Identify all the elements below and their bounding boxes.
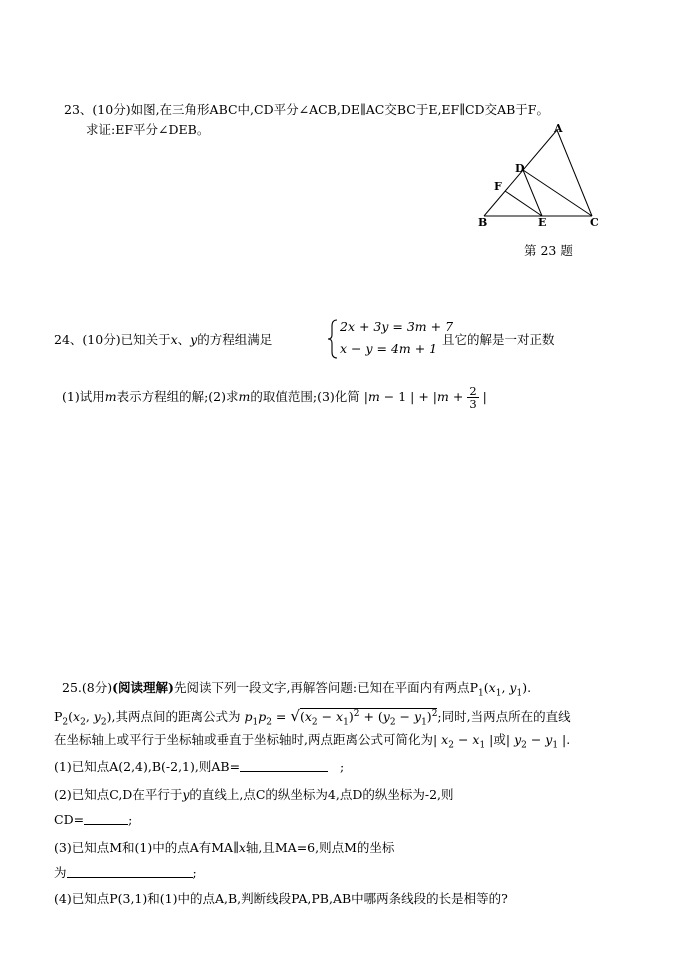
q25-line1a: 25.(8分): [62, 680, 113, 695]
frac-denominator: 3: [469, 397, 477, 411]
q24-sub1c: 的取值范围;(3)化简 |: [250, 389, 368, 404]
label-d: D: [515, 162, 525, 175]
q24-suffix: 且它的解是一对正数: [442, 332, 555, 347]
q25-part1: [54, 758, 344, 776]
q24-sub1a: (1)试用: [62, 389, 105, 404]
system-brace: [327, 318, 339, 360]
q25-p1: (1)已知点A(2,4),B(-2,1),则AB=: [54, 759, 241, 774]
q24-mid: 的方程组满足: [197, 332, 273, 347]
q25-part2-cont: [54, 811, 132, 829]
q24-var-x: x: [170, 332, 178, 347]
label-f: F: [494, 180, 502, 193]
q24-subquestions: [62, 385, 487, 410]
q25-part3-cont: [54, 864, 197, 882]
q23-line2: 求证:EF平分∠DEB。: [86, 122, 210, 137]
q25-p2c: CD=: [54, 812, 85, 827]
side-ac: [557, 130, 592, 216]
figure-caption: 第 23 题: [524, 243, 573, 258]
q25-p3b: 轴,且MA=6,则点M的坐标: [245, 840, 395, 855]
q24-m2: m: [238, 389, 251, 404]
q25-p3x: x: [238, 840, 246, 855]
fraction-two-thirds: [467, 385, 478, 410]
q25-line1b: 先阅读下列一段文字,再解答问题:已知在平面内有两点P: [173, 680, 479, 695]
q25-line2c: ;同时,当两点所在的直线: [437, 709, 571, 725]
q25-p2y: y: [182, 787, 190, 802]
q25-p3end: ;: [192, 865, 197, 880]
q25-part4: (4)已知点P(3,1)和(1)中的点A,B,判断线段PA,PB,AB中哪两条线段的长是相等的?: [54, 891, 508, 906]
q24-abs1: − 1 | + |: [379, 389, 438, 404]
q25-line3-text: 在坐标轴上或平行于坐标轴或垂直于坐标轴时,两点距离公式可简化为: [54, 732, 433, 747]
simplified-formula: | $x_2 - x_1$ |或| $y_2 - y_1$ |.: [432, 732, 571, 751]
q24-close: |: [478, 389, 487, 404]
label-e: E: [538, 216, 547, 229]
equation-1: 2x + 3y = 3m + 7: [340, 319, 454, 334]
q25-line1: 25.(8分)(阅读理解)先阅读下列一段文字,再解答问题:已知在平面内有两点$P_1(x_1$, $y_1$).: [62, 680, 532, 699]
frac-numerator: 2: [469, 384, 477, 398]
answer-blank-m[interactable]: [67, 865, 193, 878]
q24-m4: m: [437, 389, 449, 404]
triangle-figure: [472, 122, 612, 232]
label-b: B: [478, 216, 488, 229]
q24-var-y: y: [190, 332, 198, 347]
q25-p2a: (2)已知点C,D在平行于: [54, 787, 183, 802]
q25-line2: $P_2(x_2$, $y_2$),其两点间的距离公式为 $p_1p_2 = √(x_2 - x_1)^2 + (y_2 - y_1)^2$;同时,当两点所在的直线: [54, 707, 571, 728]
q25-part2: [54, 786, 454, 804]
distance-formula: $p_1p_2 = √(x_2 - x_1)^2 + (y_2 - y_1)^2$: [244, 707, 438, 728]
q24-sep: 、: [177, 332, 191, 347]
q25-p3a: (3)已知点M和(1)中的点A有MA∥: [54, 840, 239, 855]
q25-tag: (阅读理解): [112, 680, 174, 695]
segment-cd: [523, 170, 592, 216]
q24-m3: m: [367, 389, 380, 404]
q25-p3c: 为: [54, 865, 67, 880]
q25-line3: [54, 731, 570, 755]
q23-line1: 23、(10分)如图,在三角形ABC中,CD平分∠ACB,DE∥AC交BC于E,EF∥CD交AB于F。: [64, 102, 549, 117]
q24-sub1b: 表示方程组的解;(2)求: [116, 389, 239, 404]
q25-line2a: P: [54, 709, 63, 725]
q24-prefix: 24、(10分)已知关于: [54, 332, 171, 347]
answer-blank-cd[interactable]: [84, 812, 128, 825]
q24-m1: m: [104, 389, 117, 404]
q25-part3: [54, 839, 394, 857]
q24-stem: [54, 331, 272, 349]
answer-blank-ab[interactable]: [240, 759, 328, 772]
q24-plus: +: [448, 389, 468, 404]
equation-2: x − y = 4m + 1: [340, 341, 438, 356]
label-a: A: [554, 122, 563, 135]
q25-p1end: ;: [339, 759, 345, 774]
label-c: C: [590, 216, 599, 229]
q25-line2b: ,其两点间的距离公式为: [111, 709, 241, 725]
q25-p2b: 的直线上,点C的纵坐标为4,点D的纵坐标为-2,则: [189, 787, 454, 802]
q25-p2end: ;: [128, 812, 133, 827]
